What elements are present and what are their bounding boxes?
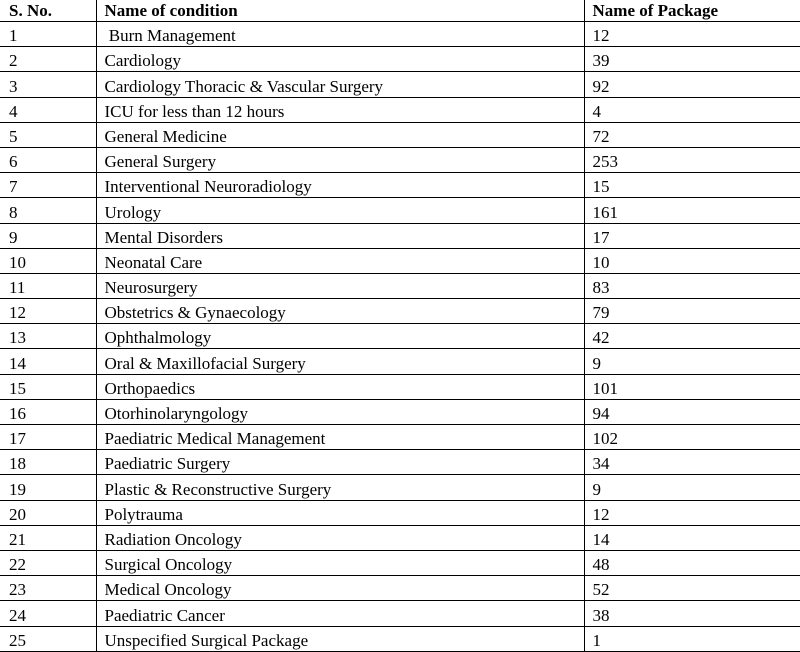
table-row (0, 450, 800, 475)
serial-number-cell: 24 (0, 601, 96, 626)
package-count-cell: 14 (584, 525, 800, 550)
condition-name-cell: Interventional Neuroradiology (96, 173, 584, 198)
table-row (0, 72, 800, 97)
table-row (0, 97, 800, 122)
serial-number-cell: 18 (0, 450, 96, 475)
serial-number-cell: 4 (0, 97, 96, 122)
serial-number-cell: 23 (0, 576, 96, 601)
serial-number-cell: 8 (0, 198, 96, 223)
table-row (0, 173, 800, 198)
package-count-cell: 101 (584, 374, 800, 399)
package-count-cell: 79 (584, 299, 800, 324)
package-count-cell: 1 (584, 626, 800, 651)
package-count-cell: 94 (584, 399, 800, 424)
table-row (0, 425, 800, 450)
table-header-row (0, 0, 800, 22)
serial-number-cell: 20 (0, 500, 96, 525)
serial-number-cell: 17 (0, 425, 96, 450)
serial-number-cell: 21 (0, 525, 96, 550)
header-condition-name: Name of condition (96, 0, 584, 22)
package-count-cell: 38 (584, 601, 800, 626)
package-count-cell: 102 (584, 425, 800, 450)
table-row (0, 324, 800, 349)
package-count-cell: 4 (584, 97, 800, 122)
condition-name-cell: Medical Oncology (96, 576, 584, 601)
condition-name-cell: Cardiology (96, 47, 584, 72)
package-count-cell: 15 (584, 173, 800, 198)
table-row (0, 22, 800, 47)
condition-name-cell: Paediatric Surgery (96, 450, 584, 475)
package-count-cell: 42 (584, 324, 800, 349)
package-count-cell: 72 (584, 122, 800, 147)
package-count-cell: 10 (584, 248, 800, 273)
table-row (0, 500, 800, 525)
table-row (0, 122, 800, 147)
condition-name-cell: Mental Disorders (96, 223, 584, 248)
serial-number-cell: 10 (0, 248, 96, 273)
table-row (0, 626, 800, 651)
header-serial-number: S. No. (0, 0, 96, 22)
condition-name-cell: Polytrauma (96, 500, 584, 525)
package-count-cell: 12 (584, 500, 800, 525)
table-row (0, 299, 800, 324)
package-count-cell: 52 (584, 576, 800, 601)
serial-number-cell: 6 (0, 147, 96, 172)
condition-name-cell: ICU for less than 12 hours (96, 97, 584, 122)
table-row (0, 248, 800, 273)
condition-name-cell: Otorhinolaryngology (96, 399, 584, 424)
serial-number-cell: 14 (0, 349, 96, 374)
package-count-cell: 83 (584, 273, 800, 298)
table-row (0, 147, 800, 172)
serial-number-cell: 3 (0, 72, 96, 97)
condition-name-cell: Radiation Oncology (96, 525, 584, 550)
condition-name-cell: Paediatric Cancer (96, 601, 584, 626)
package-count-cell: 9 (584, 349, 800, 374)
table-row (0, 198, 800, 223)
package-count-cell: 12 (584, 22, 800, 47)
table-row (0, 273, 800, 298)
serial-number-cell: 16 (0, 399, 96, 424)
condition-name-cell: Ophthalmology (96, 324, 584, 349)
serial-number-cell: 15 (0, 374, 96, 399)
package-count-cell: 9 (584, 475, 800, 500)
serial-number-cell: 19 (0, 475, 96, 500)
header-package-name: Name of Package (584, 0, 800, 22)
condition-name-cell: Obstetrics & Gynaecology (96, 299, 584, 324)
condition-name-cell: General Medicine (96, 122, 584, 147)
condition-name-cell: Paediatric Medical Management (96, 425, 584, 450)
table-row (0, 223, 800, 248)
serial-number-cell: 1 (0, 22, 96, 47)
package-count-cell: 17 (584, 223, 800, 248)
table-row (0, 399, 800, 424)
package-count-cell: 39 (584, 47, 800, 72)
package-count-cell: 253 (584, 147, 800, 172)
condition-name-cell: Urology (96, 198, 584, 223)
package-count-cell: 34 (584, 450, 800, 475)
package-count-cell: 161 (584, 198, 800, 223)
condition-name-cell: Burn Management (96, 22, 584, 47)
table-body (0, 22, 800, 652)
serial-number-cell: 13 (0, 324, 96, 349)
table-row (0, 601, 800, 626)
serial-number-cell: 5 (0, 122, 96, 147)
package-count-cell: 48 (584, 550, 800, 575)
table-row (0, 550, 800, 575)
condition-name-cell: Cardiology Thoracic & Vascular Surgery (96, 72, 584, 97)
condition-name-cell: Surgical Oncology (96, 550, 584, 575)
table-row (0, 349, 800, 374)
serial-number-cell: 11 (0, 273, 96, 298)
condition-name-cell: Neurosurgery (96, 273, 584, 298)
table-row (0, 525, 800, 550)
condition-name-cell: General Surgery (96, 147, 584, 172)
serial-number-cell: 7 (0, 173, 96, 198)
serial-number-cell: 9 (0, 223, 96, 248)
serial-number-cell: 25 (0, 626, 96, 651)
condition-name-cell: Orthopaedics (96, 374, 584, 399)
table-row (0, 576, 800, 601)
condition-name-cell: Unspecified Surgical Package (96, 626, 584, 651)
serial-number-cell: 22 (0, 550, 96, 575)
table-row (0, 47, 800, 72)
condition-name-cell: Neonatal Care (96, 248, 584, 273)
table-row (0, 475, 800, 500)
table-row (0, 374, 800, 399)
package-count-cell: 92 (584, 72, 800, 97)
serial-number-cell: 12 (0, 299, 96, 324)
serial-number-cell: 2 (0, 47, 96, 72)
condition-name-cell: Plastic & Reconstructive Surgery (96, 475, 584, 500)
condition-name-cell: Oral & Maxillofacial Surgery (96, 349, 584, 374)
